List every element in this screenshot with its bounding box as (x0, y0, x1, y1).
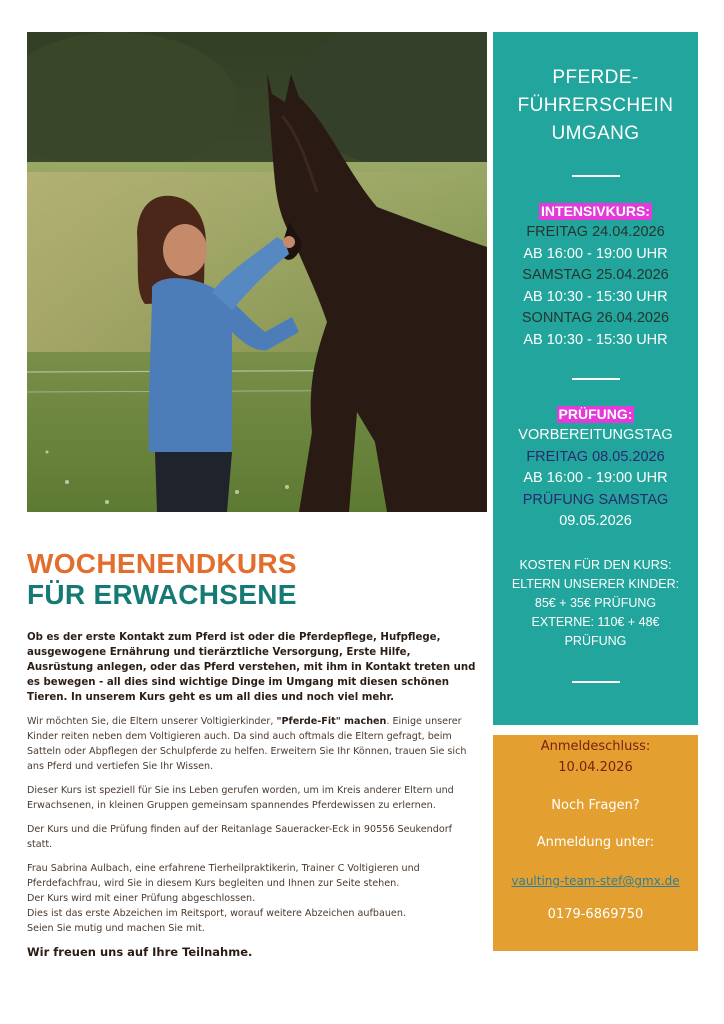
pruefung-label: PRÜFUNG: (558, 406, 633, 422)
time-2: AB 10:30 - 15:30 UHR (523, 288, 668, 305)
day-3: SONNTAG 26.04.2026 (521, 310, 670, 326)
paragraph-pferde-fit-a: Wir möchten Sie, die Eltern unserer Voltigierkinder, (27, 716, 277, 727)
email-link[interactable]: vaulting-team-stef@gmx.de (511, 874, 680, 888)
paragraph-encourage: Seien Sie mutig und machen Sie mit. (27, 923, 205, 934)
body-text (27, 630, 479, 959)
closing-line: Wir freuen uns auf Ihre Teilnahme. (27, 945, 253, 959)
panel-title-line-3: UMGANG (551, 123, 640, 144)
intro-paragraph: Ob es der erste Kontakt zum Pferd ist oder die Pferdepflege, Hufpflege, ausgewogene Ernährung und tierärztliche Versorgung, Erste Hilfe, Ausrüstung anlegen, oder das Pferd verstehen, mit ihm in Kontakt treten und es bewegen - all dies sind wichtige Dinge im Umgang mit diesen schönen Tieren. In unserem Kurs geht es um all dies und noch viel mehr. (27, 632, 476, 703)
horse-woman-photo (27, 32, 487, 512)
time-3: AB 10:30 - 15:30 UHR (523, 331, 668, 348)
cost-external-price: EXTERNE: 110€ + 48€ (531, 614, 660, 629)
day-1: FREITAG 24.04.2026 (526, 224, 665, 240)
prep-label: VORBEREITUNGSTAG (518, 427, 673, 443)
divider (572, 378, 620, 380)
paragraph-trainer: Frau Sabrina Aulbach, eine erfahrene Tierheilpraktikerin, Trainer C Voltigieren und Pferdefachfrau, wird Sie in diesem Kurs begleiten und Ihnen zur Seite stehen. (27, 863, 420, 889)
time-1: AB 16:00 - 19:00 UHR (523, 245, 668, 262)
cost-parents: ELTERN UNSERER KINDER: (511, 576, 680, 591)
headline-line-2: FÜR ERWACHSENE (27, 579, 297, 610)
exam-date: 09.05.2026 (559, 513, 632, 529)
course-info-panel (493, 32, 698, 725)
paragraph-course-purpose: Dieser Kurs ist speziell für Sie ins Leben gerufen worden, um im Kreis anderer Eltern und Erwachsenen, in kleinen Gruppen gemeinsam spannendes Pferdewissen zu erlernen. (27, 785, 454, 811)
paragraph-location: Der Kurs und die Prüfung finden auf der Reitanlage Saueracker-Eck in 90556 Seukendorf statt. (27, 824, 453, 850)
deadline-date: 10.04.2026 (558, 760, 633, 775)
paragraph-exam: Der Kurs wird mit einer Prüfung abgeschlossen. (27, 893, 256, 904)
cost-external-exam: PRÜFUNG (564, 633, 627, 648)
phone-number: 0179-6869750 (547, 907, 644, 922)
questions-text: Noch Fragen? (551, 798, 640, 813)
register-text: Anmeldung unter: (536, 835, 655, 850)
intensivkurs-label: INTENSIVKURS: (541, 203, 650, 219)
panel-title-line-2: FÜHRERSCHEIN (517, 95, 674, 116)
panel-title (493, 64, 698, 148)
paragraph-pferde-fit (27, 714, 479, 774)
day-2: SAMSTAG 25.04.2026 (522, 267, 669, 283)
paragraph-badge: Dies ist das erste Abzeichen im Reitsport, worauf weitere Abzeichen aufbauen. (27, 908, 406, 919)
pferde-fit-highlight: "Pferde-Fit" machen (276, 716, 387, 727)
headline-line-1: WOCHENENDKURS (27, 548, 297, 579)
headline (27, 548, 487, 610)
divider (572, 175, 620, 177)
divider (572, 681, 620, 683)
prep-time: AB 16:00 - 19:00 UHR (523, 470, 668, 486)
panel-title-line-1: PFERDE- (552, 67, 639, 88)
paragraph-pferde-fit-b: . Einige unserer Kinder reiten neben dem Voltigieren auch. Da sind auch oftmals die Eltern gefragt, beim Satteln oder Abpflegen der Schulpferde zu helfen. Erweitern Sie Ihr Können, trauen Sie sich ans Pferd und vertiefen Sie Ihr Wissen. (27, 716, 467, 772)
registration-panel (493, 735, 698, 951)
deadline-label: Anmeldeschluss: (540, 739, 651, 754)
prep-day: FREITAG 08.05.2026 (526, 448, 665, 465)
exam-label: PRÜFUNG SAMSTAG (522, 491, 669, 508)
cost-heading: KOSTEN FÜR DEN KURS: (519, 557, 672, 572)
cost-parents-price: 85€ + 35€ PRÜFUNG (534, 595, 657, 610)
email-wrap (493, 870, 698, 889)
